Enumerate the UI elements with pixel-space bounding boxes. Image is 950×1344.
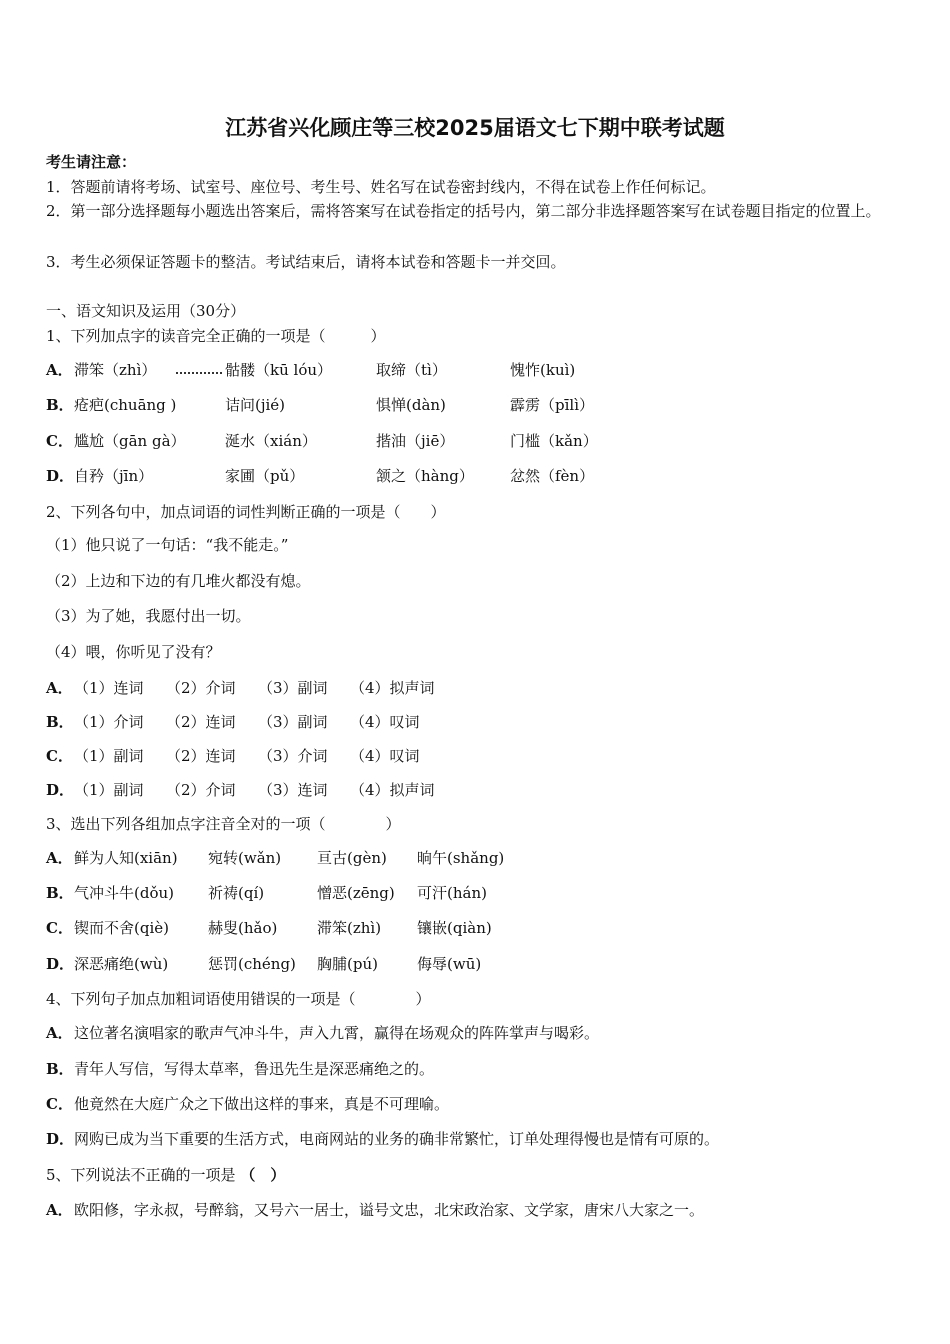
q5-stem-line bbox=[46, 1165, 285, 1185]
option-cell: 揩油（jiē） bbox=[376, 432, 455, 450]
option-text: 他竟然在大庭广众之下做出这样的事来，真是不可理喻。 bbox=[74, 1095, 450, 1113]
option-label: B． bbox=[46, 1060, 74, 1078]
option-cell: （1）介词 bbox=[74, 713, 144, 731]
notice-heading: 考生请注意： bbox=[46, 153, 137, 171]
q4-option-b bbox=[46, 1059, 434, 1079]
option-cell: 取缔（tì） bbox=[376, 361, 447, 379]
option-label: B． bbox=[46, 884, 74, 902]
option-cell: 家圃（pǔ） bbox=[225, 467, 305, 485]
q5-answer-paren: （ ） bbox=[240, 1166, 286, 1184]
option-cell: （1）副词 bbox=[74, 747, 144, 765]
option-label: D． bbox=[46, 955, 75, 973]
option-cell: （3）副词 bbox=[258, 713, 328, 731]
q1-option-d bbox=[46, 466, 595, 486]
option-cell: （3）连词 bbox=[258, 781, 328, 799]
option-cell: 晌午(shǎng) bbox=[417, 849, 505, 867]
notice-item-3: 3．考生必须保证答题卡的整洁。考试结束后，请将本试卷和答题卡一并交回。 bbox=[46, 253, 566, 271]
q2-sentence-1: （1）他只说了一句话：“我不能走。” bbox=[46, 536, 289, 554]
option-cell: （3）介词 bbox=[258, 747, 328, 765]
option-cell: 滞笨（zhì） bbox=[74, 361, 157, 379]
option-label: C． bbox=[46, 432, 73, 450]
q1-option-b bbox=[46, 395, 594, 415]
q4-option-c bbox=[46, 1094, 449, 1114]
q1-option-a bbox=[46, 360, 576, 380]
option-cell: （4）叹词 bbox=[350, 747, 420, 765]
notice-item-1: 1．答题前请将考场、试室号、座位号、考生号、姓名写在试卷密封线内，不得在试卷上作任何标记。 bbox=[46, 178, 716, 196]
q1-stem: 1、下列加点字的读音完全正确的一项是（ ） bbox=[46, 327, 386, 345]
q5-stem: 5、下列说法不正确的一项是 bbox=[46, 1166, 236, 1184]
option-label: A． bbox=[46, 1201, 73, 1219]
option-cell: 涎水（xián） bbox=[225, 432, 317, 450]
q3-stem: 3、选出下列各组加点字注音全对的一项（ ） bbox=[46, 815, 401, 833]
option-cell: 疮疤(chuāng ) bbox=[74, 396, 177, 414]
option-cell: （2）连词 bbox=[166, 713, 236, 731]
option-label: A． bbox=[46, 679, 73, 697]
option-cell: （4）叹词 bbox=[350, 713, 420, 731]
q3-option-c bbox=[46, 918, 492, 938]
q3-option-a bbox=[46, 848, 505, 868]
option-cell: （4）拟声词 bbox=[350, 781, 435, 799]
option-label: C． bbox=[46, 747, 73, 765]
option-cell: （2）连词 bbox=[166, 747, 236, 765]
option-cell: （3）副词 bbox=[258, 679, 328, 697]
option-cell: 憎恶(zēng) bbox=[317, 884, 395, 902]
option-label: B． bbox=[46, 396, 74, 414]
option-text: 网购已成为当下重要的生活方式，电商网站的业务的确非常繁忙，订单处理得慢也是情有可原的。 bbox=[74, 1130, 720, 1148]
option-cell: （2）介词 bbox=[166, 781, 236, 799]
q5-option-a bbox=[46, 1200, 704, 1220]
q2-option-c bbox=[46, 746, 420, 766]
option-cell: 忿然（fèn） bbox=[510, 467, 595, 485]
option-label: A． bbox=[46, 361, 73, 379]
option-label: D． bbox=[46, 1130, 75, 1148]
option-cell: 锲而不舍(qiè) bbox=[74, 919, 169, 937]
option-cell: 深恶痛绝(wù) bbox=[74, 955, 169, 973]
option-cell: 惩罚(chéng) bbox=[208, 955, 296, 973]
option-cell: 气冲斗牛(dǒu) bbox=[74, 884, 174, 902]
q2-sentence-3: （3）为了她，我愿付出一切。 bbox=[46, 607, 251, 625]
q1-option-c bbox=[46, 431, 598, 451]
option-cell: 胸脯(pú) bbox=[317, 955, 378, 973]
q3-option-b bbox=[46, 883, 487, 903]
q2-option-b bbox=[46, 712, 420, 732]
option-cell: 镶嵌(qiàn) bbox=[417, 919, 492, 937]
q2-option-a bbox=[46, 678, 435, 698]
option-cell: 赫叟(hǎo) bbox=[208, 919, 278, 937]
option-cell: 霹雳（pīlì） bbox=[510, 396, 594, 414]
option-cell: （1）连词 bbox=[74, 679, 144, 697]
option-label: B． bbox=[46, 713, 74, 731]
option-cell: 愧怍(kuì) bbox=[510, 361, 576, 379]
q4-stem: 4、下列句子加点加粗词语使用错误的一项是（ ） bbox=[46, 990, 431, 1008]
option-cell: （1）副词 bbox=[74, 781, 144, 799]
q4-option-d bbox=[46, 1129, 719, 1149]
dot-emphasis bbox=[176, 370, 222, 374]
q2-sentence-4: （4）喂，你听见了没有？ bbox=[46, 643, 221, 661]
option-cell: （2）介词 bbox=[166, 679, 236, 697]
option-cell: 可汗(hán) bbox=[417, 884, 487, 902]
option-text: 青年人写信，写得太草率，鲁迅先生是深恶痛绝之的。 bbox=[74, 1060, 435, 1078]
q3-option-d bbox=[46, 954, 482, 974]
option-cell: 滞笨(zhì) bbox=[317, 919, 382, 937]
option-cell: 侮辱(wū) bbox=[417, 955, 482, 973]
q4-option-a bbox=[46, 1023, 599, 1043]
option-label: C． bbox=[46, 919, 73, 937]
option-cell: 尴尬（gān gà） bbox=[74, 432, 186, 450]
q2-sentence-2: （2）上边和下边的有几堆火都没有熄。 bbox=[46, 572, 311, 590]
option-cell: 宛转(wǎn) bbox=[208, 849, 282, 867]
option-label: D． bbox=[46, 467, 75, 485]
option-cell: 亘古(gèn) bbox=[317, 849, 387, 867]
option-label: D． bbox=[46, 781, 75, 799]
option-label: C． bbox=[46, 1095, 73, 1113]
q2-option-d bbox=[46, 780, 435, 800]
option-cell: 鲜为人知(xiān) bbox=[74, 849, 178, 867]
option-cell: 颔之（hàng） bbox=[376, 467, 474, 485]
option-text: 欧阳修，字永叔，号醉翁，又号六一居士，谥号文忠，北宋政治家、文学家，唐宋八大家之一。 bbox=[74, 1201, 705, 1219]
notice-item-2: 2．第一部分选择题每小题选出答案后，需将答案写在试卷指定的括号内，第二部分非选择题答案写在试卷题目指定的位置上。 bbox=[46, 202, 881, 220]
section-heading: 一、语文知识及运用（30分） bbox=[46, 302, 246, 320]
option-cell: 惧惮(dàn) bbox=[376, 396, 446, 414]
option-cell: 骷髅（kū lóu） bbox=[225, 361, 333, 379]
option-cell: 诘问(jié) bbox=[225, 396, 286, 414]
option-cell: 自矜（jīn） bbox=[74, 467, 154, 485]
option-cell: 门槛（kǎn） bbox=[510, 432, 598, 450]
option-text: 这位著名演唱家的歌声气冲斗牛，声入九霄，赢得在场观众的阵阵掌声与喝彩。 bbox=[74, 1024, 600, 1042]
page-title: 江苏省兴化顾庄等三校2025届语文七下期中联考试题 bbox=[225, 116, 725, 140]
option-cell: 祈祷(qí) bbox=[208, 884, 265, 902]
q2-stem: 2、下列各句中，加点词语的词性判断正确的一项是（ ） bbox=[46, 503, 446, 521]
option-cell: （4）拟声词 bbox=[350, 679, 435, 697]
option-label: A． bbox=[46, 849, 73, 867]
option-label: A． bbox=[46, 1024, 73, 1042]
